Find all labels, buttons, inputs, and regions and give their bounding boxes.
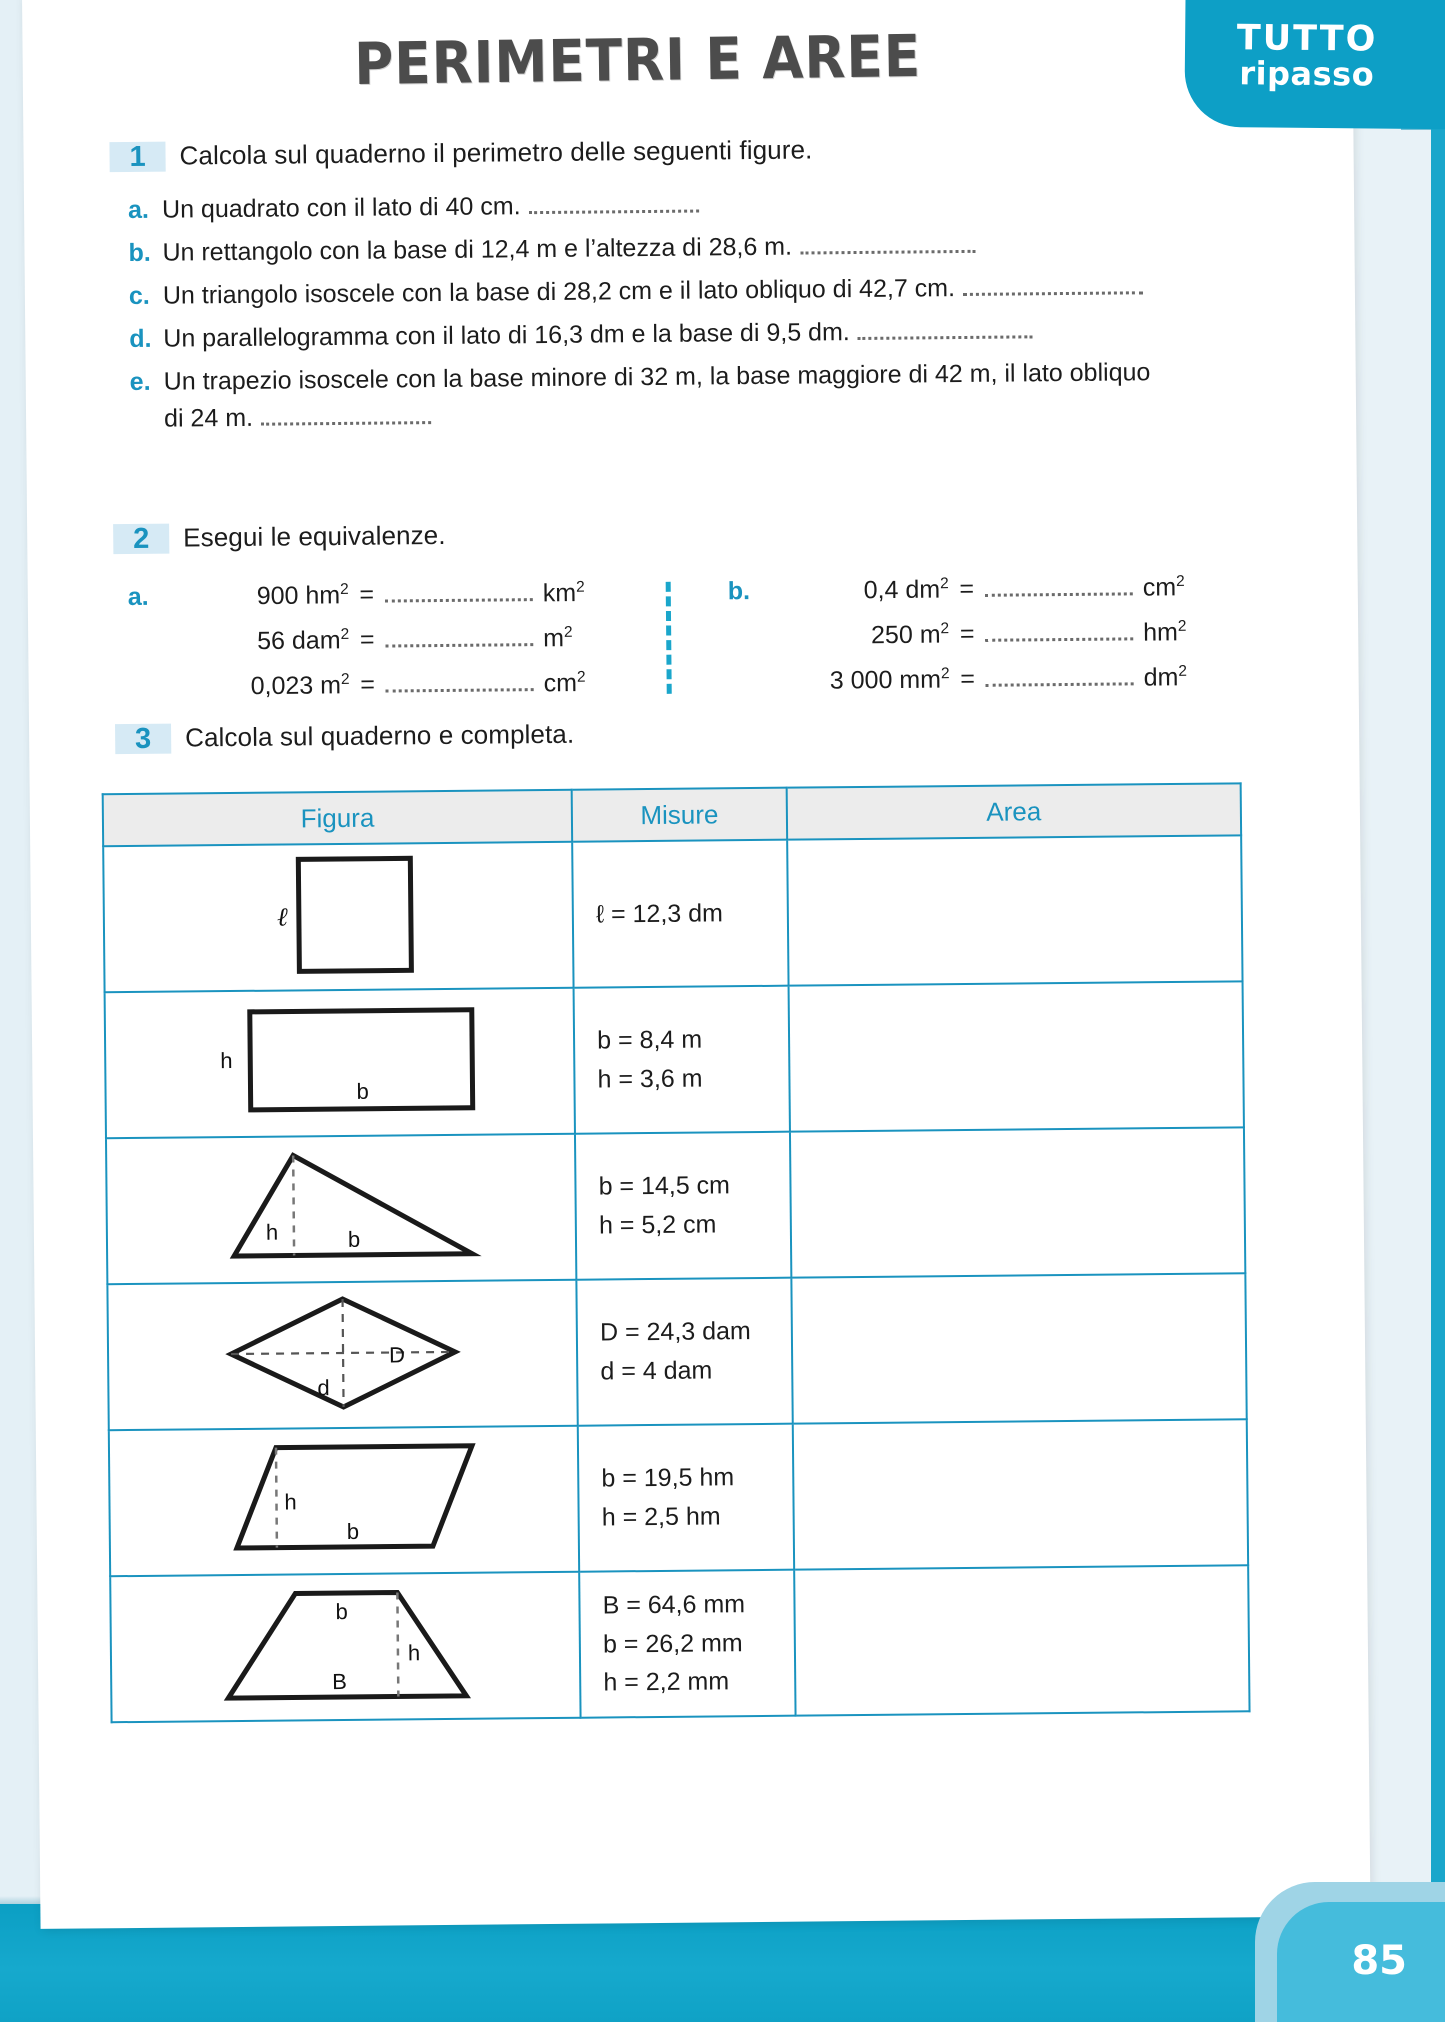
- rhombus-major-diagonal-label: D: [388, 1342, 405, 1368]
- table-row: [107, 1273, 1246, 1430]
- rectangle-height-label: h: [219, 1048, 233, 1074]
- equivalence-target: [543, 579, 585, 609]
- item-letter: d.: [129, 324, 152, 353]
- exponent: 2: [563, 623, 573, 641]
- area-answer-cell[interactable]: [794, 1565, 1250, 1715]
- square-drawing: [104, 843, 573, 991]
- column-header-area: Area: [786, 783, 1241, 839]
- exponent: 2: [1178, 662, 1187, 680]
- trapezoid-major-base-label: B: [331, 1668, 347, 1695]
- measure-line: h = 2,2 mm: [603, 1667, 730, 1697]
- measures-cell: [577, 1278, 793, 1426]
- ripasso-badge-text: [1185, 18, 1430, 94]
- exercise-2: [113, 512, 1233, 554]
- exercise-3-header: [115, 712, 1235, 754]
- equivalence-row: [129, 668, 649, 718]
- exponent: 2: [939, 575, 949, 593]
- trapezoid-drawing: [111, 1573, 580, 1721]
- equals-sign: =: [359, 580, 375, 610]
- exponent: 2: [340, 580, 349, 598]
- column-header-figura: Figura: [103, 790, 573, 847]
- triangle-drawing: [107, 1135, 576, 1283]
- answer-blank[interactable]: [261, 414, 431, 426]
- equivalence-target: [543, 624, 573, 654]
- answer-blank[interactable]: [385, 591, 533, 602]
- figure-cell-rhombus: [107, 1280, 578, 1430]
- measure-line: B = 64,6 mm: [602, 1590, 746, 1620]
- trapezoid-height-label: h: [407, 1640, 420, 1666]
- measure-line: ℓ = 12,3 dm: [595, 898, 724, 929]
- item-text: di 24 m.: [163, 403, 254, 433]
- unit: hm: [305, 581, 341, 610]
- page-title: PERIMETRI E AREE: [353, 22, 922, 99]
- exercise-1-instruction: Calcola sul quaderno il perimetro delle seguenti figure.: [179, 134, 813, 171]
- answer-blank[interactable]: [985, 586, 1133, 597]
- measures-cell: [575, 1132, 791, 1280]
- item-letter: b.: [128, 238, 151, 267]
- exponent: 2: [575, 578, 585, 596]
- equivalence-target: [1143, 618, 1187, 648]
- equals-sign: =: [959, 575, 975, 604]
- measures-cell: [572, 840, 788, 988]
- value: 56: [257, 626, 286, 656]
- equivalence-source: [164, 581, 349, 612]
- equivalence-target: [544, 669, 586, 699]
- rectangle-base-label: b: [355, 1078, 369, 1104]
- answer-blank[interactable]: [385, 636, 533, 647]
- item-letter: c.: [128, 281, 150, 310]
- answer-blank[interactable]: [858, 328, 1033, 340]
- item-letter: e.: [129, 367, 151, 396]
- unit: m: [919, 620, 941, 649]
- rhombus-minor-diagonal-label: d: [316, 1375, 330, 1401]
- figure-cell-square: [103, 842, 574, 992]
- measure-line: h = 3,6 m: [597, 1064, 703, 1094]
- item-text: Un parallelogramma con il lato di 16,3 dm e la base di 9,5 dm.: [163, 318, 850, 353]
- measure-line: h = 2,5 hm: [601, 1502, 721, 1532]
- area-answer-cell[interactable]: [790, 1127, 1246, 1277]
- unit: dm: [1143, 663, 1179, 692]
- measure-line: d = 4 dam: [600, 1356, 713, 1386]
- equals-sign: =: [959, 620, 975, 649]
- value: 250: [870, 620, 913, 650]
- answer-blank[interactable]: [386, 681, 534, 692]
- measure-line: h = 5,2 cm: [598, 1210, 717, 1240]
- equivalence-source: [764, 665, 949, 696]
- parallelogram-drawing: [110, 1427, 579, 1575]
- figure-cell-rectangle: [105, 988, 576, 1138]
- page-number: 85: [1351, 1938, 1407, 1984]
- triangle-base-label: b: [347, 1226, 360, 1252]
- list-item: [130, 357, 1232, 397]
- equivalence-row: [728, 617, 1248, 667]
- exercise-1-item-list: [110, 185, 1232, 434]
- column-divider: [666, 582, 672, 694]
- value: 3 000: [829, 666, 893, 695]
- exercise-1: [109, 130, 1232, 434]
- exercise-1-number: 1: [109, 141, 165, 172]
- table-row: [109, 1419, 1248, 1576]
- item-letter: a.: [127, 195, 150, 224]
- unit: hm: [1143, 618, 1179, 647]
- equals-sign: =: [960, 665, 976, 694]
- measure-line: b = 14,5 cm: [598, 1171, 731, 1201]
- answer-blank[interactable]: [529, 203, 699, 215]
- trapezoid-minor-base-label: b: [334, 1598, 348, 1625]
- exercise-2-number: 2: [113, 523, 169, 554]
- unit: dam: [291, 626, 341, 655]
- list-item: [128, 228, 1230, 268]
- measure-line: b = 19,5 hm: [601, 1463, 735, 1493]
- equivalence-target: [1143, 663, 1187, 693]
- measures-cell: [579, 1570, 795, 1718]
- rectangle-drawing: [106, 989, 575, 1137]
- area-answer-cell[interactable]: [791, 1273, 1247, 1423]
- rhombus-drawing: [108, 1281, 577, 1429]
- answer-blank[interactable]: [985, 631, 1133, 642]
- unit: m: [543, 624, 565, 653]
- equivalences-column-b: [728, 572, 1249, 712]
- figure-cell-triangle: [106, 1134, 577, 1284]
- equivalence-row: [728, 662, 1248, 712]
- equivalence-source: [164, 626, 349, 657]
- equivalence-target: [1143, 573, 1185, 603]
- unit: cm: [543, 669, 578, 698]
- value: 0,023: [250, 671, 314, 701]
- measure-line: b = 26,2 mm: [602, 1628, 743, 1659]
- table-row: [105, 981, 1244, 1138]
- item-text: Un quadrato con il lato di 40 cm.: [161, 192, 521, 224]
- triangle-height-label: h: [265, 1219, 278, 1245]
- area-answer-cell[interactable]: [793, 1419, 1249, 1569]
- exercise-3: [115, 712, 1235, 754]
- measures-cell: [574, 986, 790, 1134]
- equivalence-source: [764, 620, 949, 651]
- equivalence-row: [128, 578, 648, 628]
- item-letter: a.: [127, 583, 149, 612]
- value: 0,4: [863, 575, 899, 605]
- worksheet-content: [22, 0, 1371, 1929]
- area-answer-cell[interactable]: [788, 981, 1244, 1131]
- square-side-label: ℓ: [276, 902, 288, 932]
- list-item-continuation: [130, 394, 1232, 434]
- item-text: Un trapezio isoscele con la base minore di 32 m, la base maggiore di 42 m, il lato obliquo: [163, 358, 1151, 396]
- equivalence-source: [165, 671, 350, 702]
- parallelogram-base-label: b: [346, 1518, 359, 1544]
- unit: cm: [1142, 573, 1177, 602]
- worksheet-page: [22, 0, 1371, 1929]
- value: 900: [256, 581, 299, 611]
- exponent: 2: [340, 670, 350, 688]
- table-row: [103, 835, 1242, 992]
- badge-line-1: TUTTO: [1236, 18, 1378, 60]
- exponent: 2: [576, 668, 586, 686]
- figures-table: [102, 782, 1251, 1723]
- list-item: [129, 314, 1231, 354]
- ripasso-badge: [1184, 0, 1445, 129]
- parallelogram-height-label: h: [283, 1489, 297, 1515]
- unit: dm: [905, 575, 941, 604]
- list-item: [128, 185, 1230, 225]
- answer-blank[interactable]: [986, 676, 1134, 687]
- equals-sign: =: [360, 670, 376, 700]
- equivalences-columns: [128, 572, 1249, 718]
- badge-line-2: ripasso: [1239, 53, 1375, 94]
- answer-blank[interactable]: [963, 284, 1143, 296]
- list-item: [129, 271, 1231, 311]
- equals-sign: =: [359, 625, 375, 655]
- measure-line: D = 24,3 dam: [599, 1317, 751, 1347]
- area-answer-cell[interactable]: [787, 835, 1243, 985]
- exercise-3-instruction: Calcola sul quaderno e completa.: [185, 718, 575, 753]
- exercise-1-header: [109, 130, 1229, 172]
- exercise-2-instruction: Esegui le equivalenze.: [183, 519, 446, 553]
- equivalences-container: [128, 572, 1249, 718]
- equivalences-column-a: [128, 578, 649, 718]
- exercise-3-number: 3: [115, 723, 171, 754]
- table-row: [110, 1565, 1249, 1722]
- column-header-misure: Misure: [572, 788, 787, 842]
- unit: mm: [899, 665, 942, 694]
- item-text: Un rettangolo con la base di 12,4 m e l’altezza di 28,6 m.: [162, 232, 793, 267]
- equivalence-row: [728, 572, 1248, 622]
- exercise-2-header: [113, 512, 1233, 554]
- figure-cell-parallelogram: [109, 1426, 580, 1576]
- equivalence-row: [128, 623, 648, 673]
- table-row: [106, 1127, 1245, 1284]
- exponent: 2: [340, 625, 350, 643]
- unit: m: [320, 671, 342, 700]
- item-text: Un triangolo isoscele con la base di 28,2 cm e il lato obliquo di 42,7 cm.: [162, 274, 956, 310]
- measures-cell: [578, 1424, 794, 1572]
- exponent: 2: [940, 620, 950, 638]
- figure-cell-trapezoid: [110, 1572, 581, 1722]
- exponent: 2: [940, 665, 950, 683]
- answer-blank[interactable]: [800, 243, 975, 255]
- exponent: 2: [1177, 617, 1187, 635]
- item-letter: b.: [727, 577, 751, 606]
- background-right-strip: [1431, 0, 1445, 2022]
- unit: km: [542, 579, 577, 608]
- measure-line: b = 8,4 m: [597, 1025, 703, 1055]
- exponent: 2: [1175, 572, 1185, 590]
- page-number-decoration: [1245, 1872, 1445, 2022]
- equivalence-source: [764, 575, 949, 606]
